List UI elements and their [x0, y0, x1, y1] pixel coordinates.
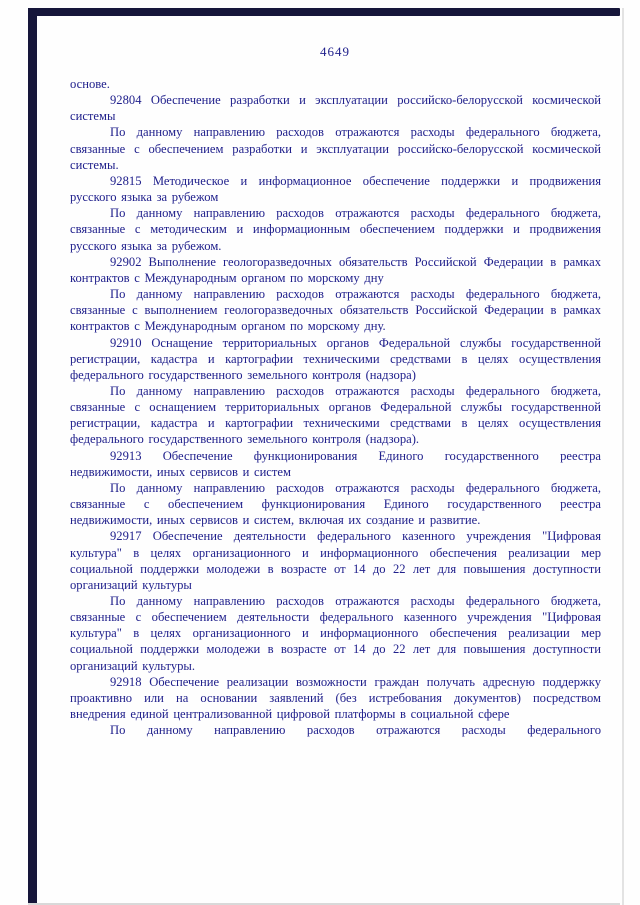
paragraph: 92815 Методическое и информационное обеспечение поддержки и продвижения русского языка за рубежом — [70, 173, 601, 205]
paragraph: По данному направлению расходов отражаются расходы федерального бюджета, связанные с методическим и информационным обеспечением поддержки и продвижения русского языка за рубежом. — [70, 206, 601, 253]
paragraph: По данному направлению расходов отражаются расходы федерального бюджета, связанные с обеспечением разработки и эксплуатации российско-белорусской космической системы. — [70, 125, 601, 172]
scan-border-left — [28, 8, 37, 905]
page-number: 4649 — [320, 44, 350, 59]
paragraph: По данному направлению расходов отражаются расходы федерального бюджета, связанные с оснащением территориальных органов Федеральной службы государственной регистрации, кадастра и картографии техническими средствами в целях осуществления федерального государственного земельного контроля (надзора). — [70, 383, 601, 447]
paragraph: По данному направлению расходов отражаются расходы федерального бюджета, связанные с обеспечением функционирования Единого государственного реестра недвижимости, иных сервисов и систем, включая их создание и развитие. — [70, 480, 601, 528]
document-body — [70, 76, 601, 738]
paragraph: 92804 Обеспечение разработки и эксплуатации российско-белорусской космической системы — [70, 93, 601, 124]
paragraph: 92902 Выполнение геологоразведочных обязательств Российской Федерации в рамках контрактов с Международным органом по морскому дну — [70, 254, 601, 285]
scan-border-right — [622, 8, 624, 905]
paragraph: основе. — [70, 77, 110, 91]
paragraph: По данному направлению расходов отражаются расходы федерального бюджета, связанные с обеспечением деятельности федерального казенного учреждения "Цифровая культура" в целях организационного и информационного обеспечения реализации мер социальной поддержки молодежи в возрасте от 14 до 22 лет для повышения доступности организаций культуры. — [70, 594, 601, 673]
paragraph: 92917 Обеспечение деятельности федерального казенного учреждения "Цифровая культура" в целях организационного и информационного обеспечения реализации мер социальной поддержки молодежи в возрасте от 14 до 22 лет для повышения доступности организаций культуры — [70, 529, 601, 592]
paragraph: 92913 Обеспечение функционирования Единого государственного реестра недвижимости, иных сервисов и систем — [70, 448, 601, 479]
paragraph: 92910 Оснащение территориальных органов Федеральной службы государственной регистрации, кадастра и картографии техническими средствами в целях осуществления федерального государственного земельного контроля (надзора) — [70, 335, 601, 382]
paragraph: По данному направлению расходов отражаются расходы федерального — [110, 723, 601, 738]
paragraph: По данному направлению расходов отражаются расходы федерального бюджета, связанные с выполнением геологоразведочных обязательств Российской Федерации в рамках контрактов с Международным органом по морскому дну. — [70, 287, 601, 334]
scan-border-top — [28, 8, 620, 16]
paragraph: 92918 Обеспечение реализации возможности граждан получать адресную поддержку проактивно или на основании заявлений (без истребования документов) посредством внедрения единой централизованной цифровой платформы в социальной сфере — [70, 674, 601, 722]
